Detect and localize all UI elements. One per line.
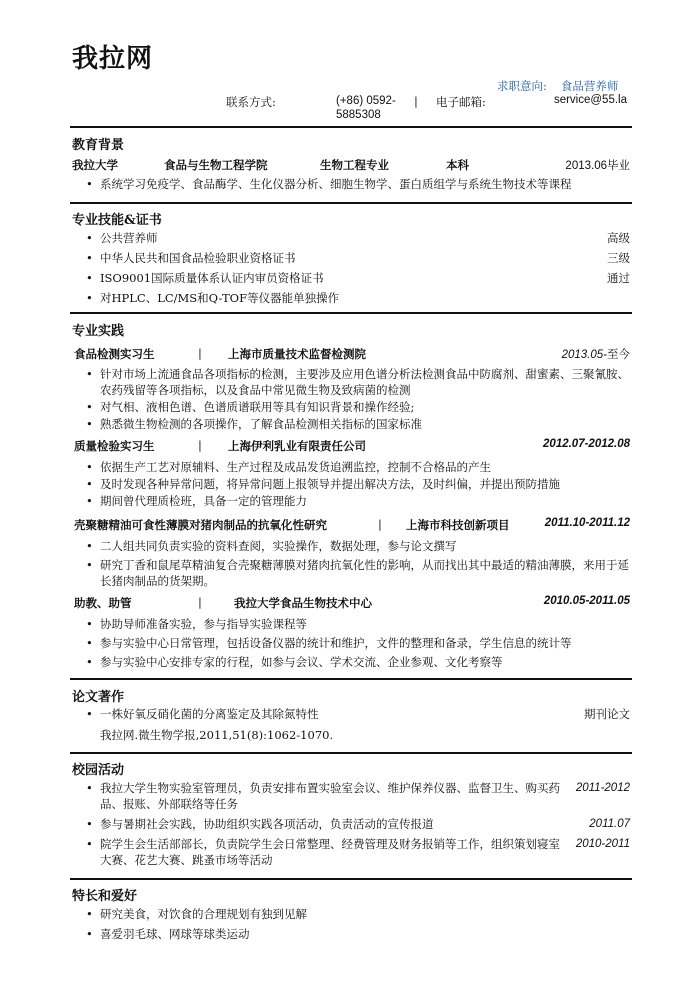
list-item: • 协助导师准备实验，参与指导实验课程等 — [72, 616, 630, 632]
job-target-label: 求职意向: — [497, 79, 547, 93]
skills-list — [72, 230, 630, 310]
email-label: 电子邮箱: — [436, 95, 486, 109]
hobbies-list — [72, 906, 630, 946]
list-item: • 研究丁香和鼠尾草精油复合壳聚糖薄膜对猪肉抗氧化性的影响，从而找出其中最适的精油薄膜，来用于延长猪肉制品的货架期。 — [72, 557, 630, 589]
list-item: • 院学生会生活部部长，负责院学生会日常整理、经费管理及财务报销等工作，组织策划寝室大赛、花艺大赛、跳蚤市场等活动 2010-2011 — [72, 836, 630, 868]
paper-citation: 我拉网.微生物学报,2011,51(8):1062-1070. — [100, 728, 334, 742]
list-item: • 喜爱羽毛球、网球等球类运动 — [72, 926, 630, 942]
job-separator: | — [198, 438, 202, 452]
activity-date: 2011.07 — [589, 818, 630, 830]
job-role: 助教、助管 — [74, 596, 132, 610]
list-item: • 对气相、液相色谱、色谱质谱联用等具有知识背景和操作经验; — [72, 399, 630, 415]
skills-title: 专业技能&证书 — [72, 213, 162, 228]
list-item: • 系统学习免疫学、食品酶学、生化仪器分析、细胞生物学、蛋白质组学与系统生物技术等课程 — [72, 176, 630, 192]
education-row — [72, 157, 630, 173]
education-bullets — [72, 176, 630, 196]
job-header — [72, 346, 630, 362]
job-header — [72, 438, 630, 454]
list-item: • 参与暑期社会实践，协助组织实践各项活动，负责活动的宣传报道 2011.07 — [72, 816, 630, 832]
section-divider — [70, 202, 632, 204]
list-item: • 一株好氧反硝化菌的分离鉴定及其除氮特性 期刊论文 — [72, 706, 630, 722]
list-item: • ISO9001国际质量体系认证内审员资格证书 通过 — [72, 270, 630, 286]
job-header — [72, 595, 630, 611]
list-item: • 对HPLC、LC/MS和Q-TOF等仪器能单独操作 — [72, 290, 630, 306]
job-date: 2012.07-2012.08 — [543, 438, 630, 450]
list-item: • 熟悉微生物检测的各项操作，了解食品检测相关指标的国家标准 — [72, 416, 630, 432]
job-target-value: 食品营养师 — [560, 79, 619, 93]
resume-name: 我拉网 — [72, 44, 154, 74]
section-divider — [70, 126, 632, 128]
job-role: 食品检测实习生 — [74, 347, 155, 361]
phone-line-1: (+86) 0592- — [336, 95, 396, 107]
list-item: • 二人组共同负责实验的资料查阅，实验操作，数据处理，参与论文撰写 — [72, 538, 630, 554]
list-item: • 公共营养师 高级 — [72, 230, 630, 246]
section-divider — [70, 878, 632, 880]
job-date: 2013.05-至今 — [561, 347, 630, 361]
job-org: 上海市质量技术监督检测院 — [228, 347, 366, 361]
campus-title: 校园活动 — [72, 763, 125, 778]
job-org: 上海伊利乳业有限责任公司 — [228, 439, 366, 453]
job-separator: | — [198, 595, 202, 609]
section-divider — [70, 678, 632, 680]
job-bullets — [72, 366, 630, 436]
email-value[interactable]: service@55.la — [553, 94, 627, 106]
papers-title: 论文著作 — [72, 690, 125, 705]
skill-level: 通过 — [607, 271, 630, 285]
hobbies-title: 特长和爱好 — [72, 889, 138, 904]
list-item: • 参与实验中心安排专家的行程，如参与会议、学术交流、企业参观、文化考察等 — [72, 654, 630, 670]
activity-date: 2011-2012 — [575, 782, 630, 794]
job-separator: | — [198, 346, 202, 360]
job-role: 质量检验实习生 — [74, 439, 155, 453]
job-org: 上海市科技创新项目 — [406, 518, 510, 532]
phone-line-2: 5885308 — [336, 109, 381, 121]
degree: 本科 — [446, 158, 469, 172]
job-bullets — [72, 616, 630, 674]
job-role: 壳聚糖精油可食性薄膜对猪肉制品的抗氧化性研究 — [74, 518, 327, 532]
section-divider — [70, 752, 632, 754]
college: 食品与生物工程学院 — [164, 158, 268, 172]
job-date: 2010.05-2011.05 — [543, 595, 630, 607]
major: 生物工程专业 — [320, 158, 389, 172]
list-item: • 期间曾代理质检班，具备一定的管理能力 — [72, 493, 630, 509]
skill-level: 三级 — [607, 251, 630, 265]
school: 我拉大学 — [72, 158, 118, 172]
job-org: 我拉大学食品生物技术中心 — [234, 596, 372, 610]
contact-separator: | — [414, 94, 418, 108]
job-bullets — [72, 538, 630, 593]
job-target — [497, 78, 618, 94]
skill-level: 高级 — [607, 231, 630, 245]
list-item: • 依据生产工艺对原辅料、生产过程及成品发货追溯监控，控制不合格品的产生 — [72, 459, 630, 475]
paper-type: 期刊论文 — [584, 707, 630, 721]
papers-list — [72, 706, 630, 726]
list-item: • 及时发现各种异常问题，将异常问题上报领导并提出解决方法，及时纠偏，并提出预防措施 — [72, 476, 630, 492]
campus-list — [72, 780, 630, 872]
contact-label: 联系方式: — [226, 95, 276, 109]
list-item: • 参与实验中心日常管理，包括设备仪器的统计和维护，文件的整理和备录，学生信息的统计等 — [72, 635, 630, 651]
list-item: • 针对市场上流通食品各项指标的检测，主要涉及应用色谱分析法检测食品中防腐剂、甜蜜素、三聚氰胺、农药残留等各项指标，以及食品中常见微生物及致病菌的检测 — [72, 366, 630, 398]
contact-phone — [336, 94, 404, 122]
education-title: 教育背景 — [72, 138, 125, 153]
job-bullets — [72, 459, 630, 513]
job-header — [72, 517, 630, 533]
section-divider — [70, 312, 632, 314]
practice-title: 专业实践 — [72, 324, 125, 339]
list-item: • 研究美食，对饮食的合理规划有独到见解 — [72, 906, 630, 922]
activity-date: 2010-2011 — [575, 838, 630, 850]
job-date: 2011.10-2011.12 — [544, 517, 630, 529]
graduation-date: 2013.06毕业 — [565, 158, 630, 172]
list-item: • 中华人民共和国食品检验职业资格证书 三级 — [72, 250, 630, 266]
list-item: • 我拉大学生物实验室管理员，负责安排布置实验室会议、维护保养仪器、监督卫生、购买药品、报账、外部联络等任务 2011-2012 — [72, 780, 630, 812]
job-separator: | — [378, 517, 382, 531]
